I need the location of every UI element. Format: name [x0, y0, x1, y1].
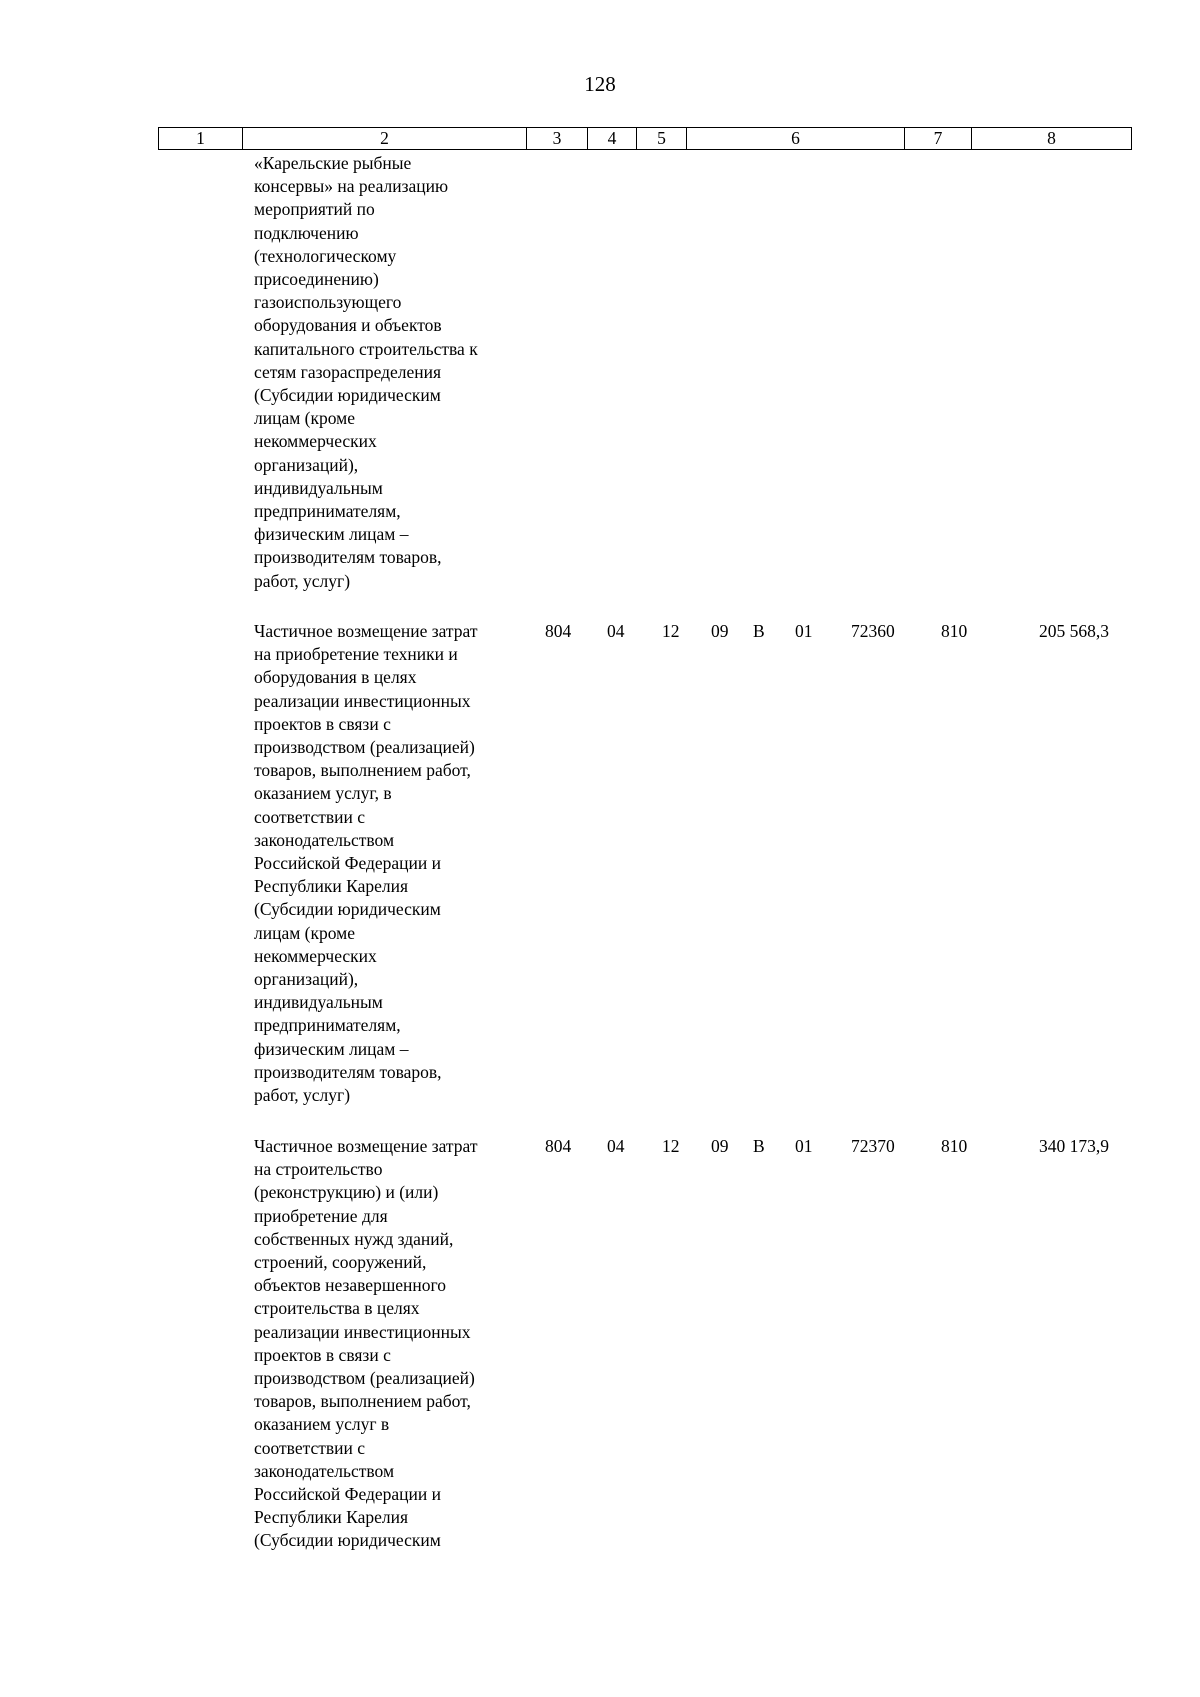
row-expense-type: 810	[941, 1136, 968, 1156]
row-description: Частичное возмещение затрат на приобретение техники и оборудования в целях реализации инвестиционных проектов в связи с производством (реализацией) товаров, выполнением работ, оказанием услуг, в соответствии с законодательством Российской Федерации и Республики Карелия (Субсидии юридическим лицам (кроме некоммерческих организаций), индивидуальным предпринимателям, физическим лицам – производителям товаров, работ, услуг)	[254, 621, 478, 1106]
row-subprogram-code: В	[753, 621, 765, 641]
header-col-6: 6	[687, 128, 905, 149]
page-number: 128	[584, 72, 616, 96]
row-section-code: 04	[607, 1136, 625, 1156]
row-amount: 340 173,9	[1039, 1136, 1109, 1156]
row-event-code: 01	[795, 1136, 813, 1156]
header-col-8: 8	[1047, 128, 1056, 148]
row-subsection-code: 12	[662, 1136, 680, 1156]
header-col-4: 4	[588, 128, 637, 149]
row-expense-type: 810	[941, 621, 968, 641]
row-admin-code: 804	[545, 1136, 572, 1156]
row-amount: 205 568,3	[1039, 621, 1109, 641]
row-target-code: 72360	[851, 621, 895, 641]
header-col-1: 1	[159, 128, 243, 149]
header-col-3: 3	[527, 128, 588, 149]
row-target-code: 72370	[851, 1136, 895, 1156]
row-event-code: 01	[795, 621, 813, 641]
header-col-7: 7	[905, 128, 972, 149]
row-subprogram-code: В	[753, 1136, 765, 1156]
row-section-code: 04	[607, 621, 625, 641]
row-admin-code: 804	[545, 621, 572, 641]
table-header-row	[158, 127, 1132, 150]
row-program-code: 09	[711, 1136, 729, 1156]
row-program-code: 09	[711, 621, 729, 641]
row-description: Частичное возмещение затрат на строительство (реконструкцию) и (или) приобретение для собственных нужд зданий, строений, сооружений, объектов незавершенного строительства в целях реализации инвестиционных проектов в связи с производством (реализацией) товаров, выполнением работ, оказанием услуг в соответствии с законодательством Российской Федерации и Республики Карелия (Субсидии юридическим	[254, 1136, 478, 1551]
header-col-5: 5	[637, 128, 687, 149]
row-subsection-code: 12	[662, 621, 680, 641]
header-col-2: 2	[243, 128, 527, 149]
row-description-continued: «Карельские рыбные консервы» на реализацию мероприятий по подключению (технологическому присоединению) газоиспользующего оборудования и объектов капитального строительства к сетям газораспределения (Субсидии юридическим лицам (кроме некоммерческих организаций), индивидуальным предпринимателям, физическим лицам – производителям товаров, работ, услуг)	[254, 153, 478, 591]
